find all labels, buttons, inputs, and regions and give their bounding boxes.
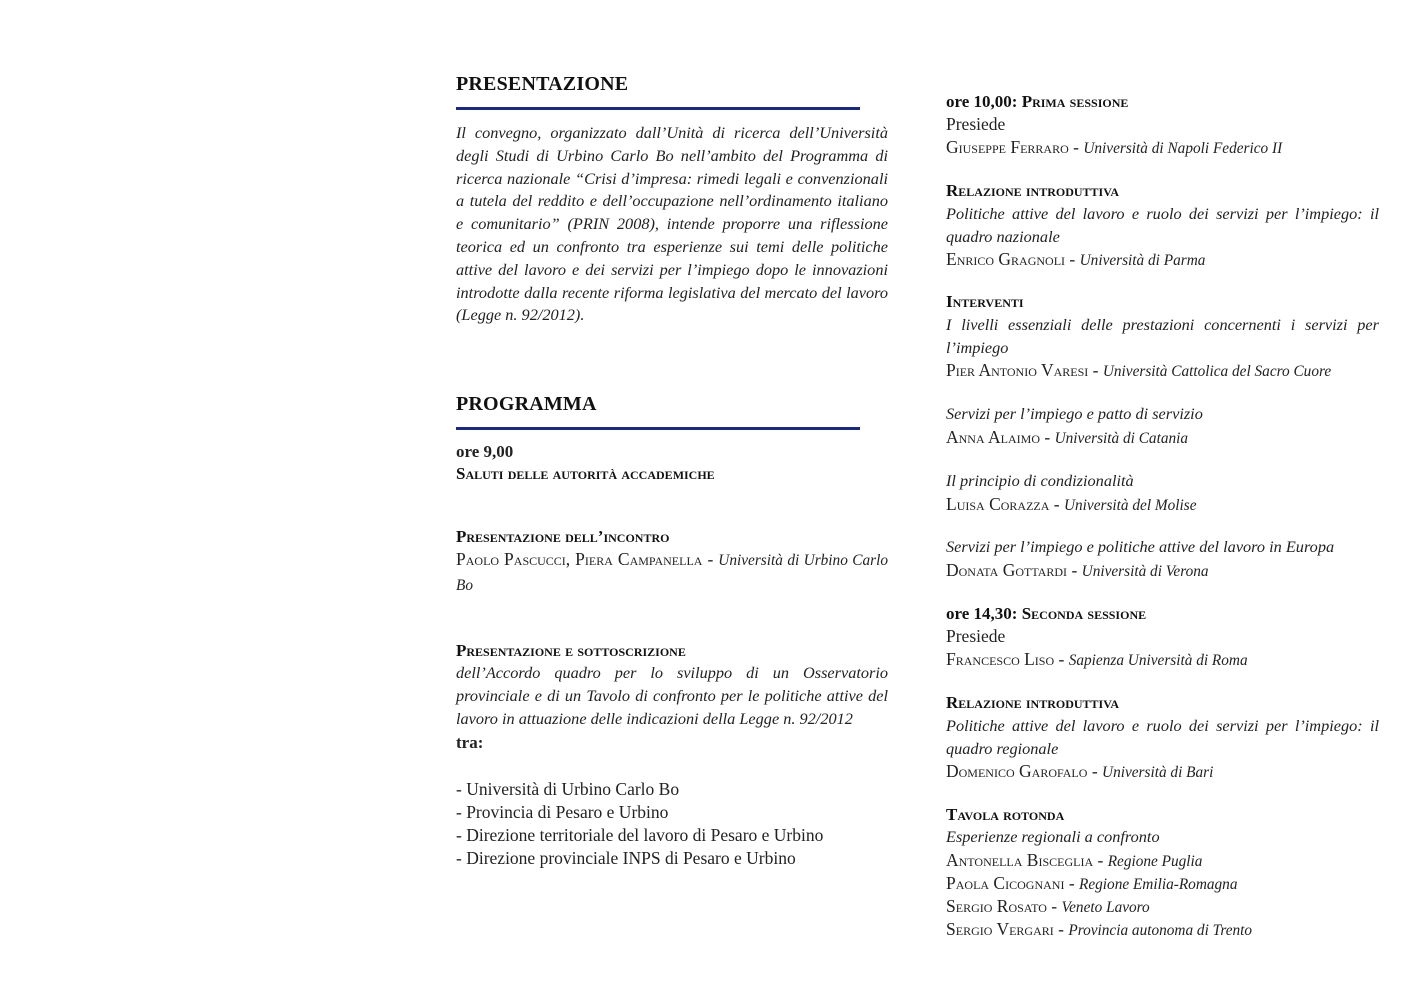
participant-line — [946, 918, 1379, 943]
separator: - — [1087, 761, 1103, 781]
tra-label: tra: — [456, 733, 484, 752]
chair-name: Giuseppe Ferraro — [946, 137, 1069, 157]
list-item: - Provincia di Pesaro e Urbino — [456, 802, 669, 822]
separator: - — [1088, 360, 1103, 380]
speaker-line — [946, 359, 1379, 384]
presentazione-heading: PRESENTAZIONE — [456, 73, 629, 95]
speaker-affiliation: Università del Molise — [1063, 497, 1197, 514]
separator: - — [1064, 873, 1080, 893]
participant-name: Sergio Vergari — [946, 919, 1054, 939]
separator: - — [1067, 560, 1082, 580]
participant-affiliation: Provincia autonoma di Trento — [1068, 922, 1253, 939]
participant-line — [946, 895, 1379, 920]
separator: - — [1065, 249, 1080, 269]
speaker-names: Paolo Pascucci, Piera Campanella — [456, 549, 703, 569]
chair-line — [946, 136, 1379, 161]
separator: - — [1093, 850, 1108, 870]
speaker-affiliation: Università Cattolica del Sacro Cuore — [1102, 363, 1332, 380]
speaker-line — [946, 760, 1379, 785]
ore-time: ore 10,00: — [946, 92, 1018, 111]
prima-sessione-heading — [946, 91, 1379, 113]
participant-affiliation: Regione Puglia — [1107, 853, 1203, 870]
participant-line — [946, 849, 1379, 874]
sottoscrizione-text: dell’Accordo quadro per lo sviluppo di un Osservatorio provinciale e di un Tavolo di confronto per le politiche attive del lavoro in attuazione delle indicazioni della Legge n. 92/2012 — [456, 663, 888, 728]
session-title: Seconda sessione — [1021, 604, 1147, 623]
speaker-name: Domenico Garofalo — [946, 761, 1088, 781]
tavola-rotonda-label: Tavola rotonda — [946, 805, 1065, 824]
heading-rule — [456, 427, 860, 430]
speaker-affiliation: Università di Verona — [1081, 563, 1209, 580]
relazione-title: Politiche attive del lavoro e ruolo dei servizi per l’impiego: il quadro regionale — [946, 716, 1379, 758]
list-item: - Università di Urbino Carlo Bo — [456, 779, 680, 799]
separator: - — [1054, 649, 1069, 669]
speaker-name: Donata Gottardi — [946, 560, 1068, 580]
speaker-name: Pier Antonio Varesi — [946, 360, 1089, 380]
separator: - — [1053, 919, 1069, 939]
chair-name: Francesco Liso — [946, 649, 1055, 669]
presentazione-incontro-speakers — [456, 548, 888, 598]
ore-time: ore 14,30: — [946, 604, 1018, 623]
participant-name: Sergio Rosato — [946, 896, 1047, 916]
separator: - — [1068, 137, 1084, 157]
chair-affiliation: Sapienza Università di Roma — [1068, 652, 1248, 669]
presiede-label: Presiede — [946, 626, 1006, 646]
speaker-name: Luisa Corazza — [946, 494, 1050, 514]
programma-heading: PROGRAMMA — [456, 393, 597, 415]
participant-name: Antonella Bisceglia — [946, 850, 1094, 870]
intervento-title: Servizi per l’impiego e politiche attive del lavoro in Europa — [946, 537, 1335, 556]
saluti-label: Saluti delle autorità accademiche — [456, 464, 715, 483]
speaker-affiliation: Università di Bari — [1102, 764, 1214, 781]
speaker-line — [946, 493, 1379, 518]
participant-affiliation: Regione Emilia-Romagna — [1079, 876, 1238, 893]
intervento-title: Servizi per l’impiego e patto di servizio — [946, 404, 1203, 423]
chair-affiliation: Università di Napoli Federico II — [1083, 140, 1283, 157]
relazione-title: Politiche attive del lavoro e ruolo dei servizi per l’impiego: il quadro nazionale — [946, 204, 1379, 246]
speaker-affiliation: Università di Parma — [1079, 252, 1206, 269]
separator: - — [1046, 896, 1062, 916]
session-title: Prima sessione — [1021, 92, 1129, 111]
ore-9: ore 9,00 — [456, 442, 514, 461]
presiede-label: Presiede — [946, 114, 1006, 134]
interventi-label: Interventi — [946, 292, 1024, 311]
speaker-line — [946, 559, 1379, 584]
speaker-name: Anna Alaimo — [946, 427, 1041, 447]
list-item: - Direzione territoriale del lavoro di Pesaro e Urbino — [456, 825, 824, 845]
speaker-line — [946, 426, 1379, 451]
presentazione-incontro-label: Presentazione dell’incontro — [456, 527, 670, 546]
separator: - — [1040, 427, 1055, 447]
relazione-introduttiva-label: Relazione introduttiva — [946, 693, 1120, 712]
relazione-introduttiva-label: Relazione introduttiva — [946, 181, 1120, 200]
speaker-line — [946, 248, 1379, 273]
speaker-name: Enrico Gragnoli — [946, 249, 1066, 269]
list-item: - Direzione provinciale INPS di Pesaro e Urbino — [456, 848, 796, 868]
intervento-title: I livelli essenziali delle prestazioni concernenti i servizi per l’impiego — [946, 315, 1379, 357]
speaker-affiliation: Università di Urbino Carlo Bo — [456, 552, 889, 594]
seconda-sessione-heading — [946, 603, 1379, 625]
participant-affiliation: Veneto Lavoro — [1061, 899, 1150, 916]
heading-rule — [456, 107, 860, 110]
separator: - — [702, 549, 719, 569]
presentazione-text: Il convegno, organizzato dall’Unità di ricerca dell’Università degli Studi di Urbino Carlo Bo nell’ambito del Programma di ricerca nazionale “Crisi d’impresa: rimedi legali e convenzionali a tutela del reddito e dell’occupazione nell’ordinamento italiano e comunitario” (PRIN 2008), intende proporre una riflessione teorica ed un confronto tra esperienze sui temi delle politiche attive del lavoro e dei servizi per l’impiego dopo le innovazioni introdotte dalla recente riforma legislativa del mercato del lavoro (Legge n. 92/2012). — [456, 123, 888, 325]
speaker-affiliation: Università di Catania — [1054, 430, 1189, 447]
tavola-subtitle: Esperienze regionali a confronto — [946, 827, 1160, 846]
participant-name: Paola Cicognani — [946, 873, 1065, 893]
separator: - — [1049, 494, 1064, 514]
sottoscrizione-label: Presentazione e sottoscrizione — [456, 641, 686, 660]
intervento-title: Il principio di condizionalità — [946, 471, 1134, 490]
chair-line — [946, 648, 1379, 673]
participant-line — [946, 872, 1379, 897]
